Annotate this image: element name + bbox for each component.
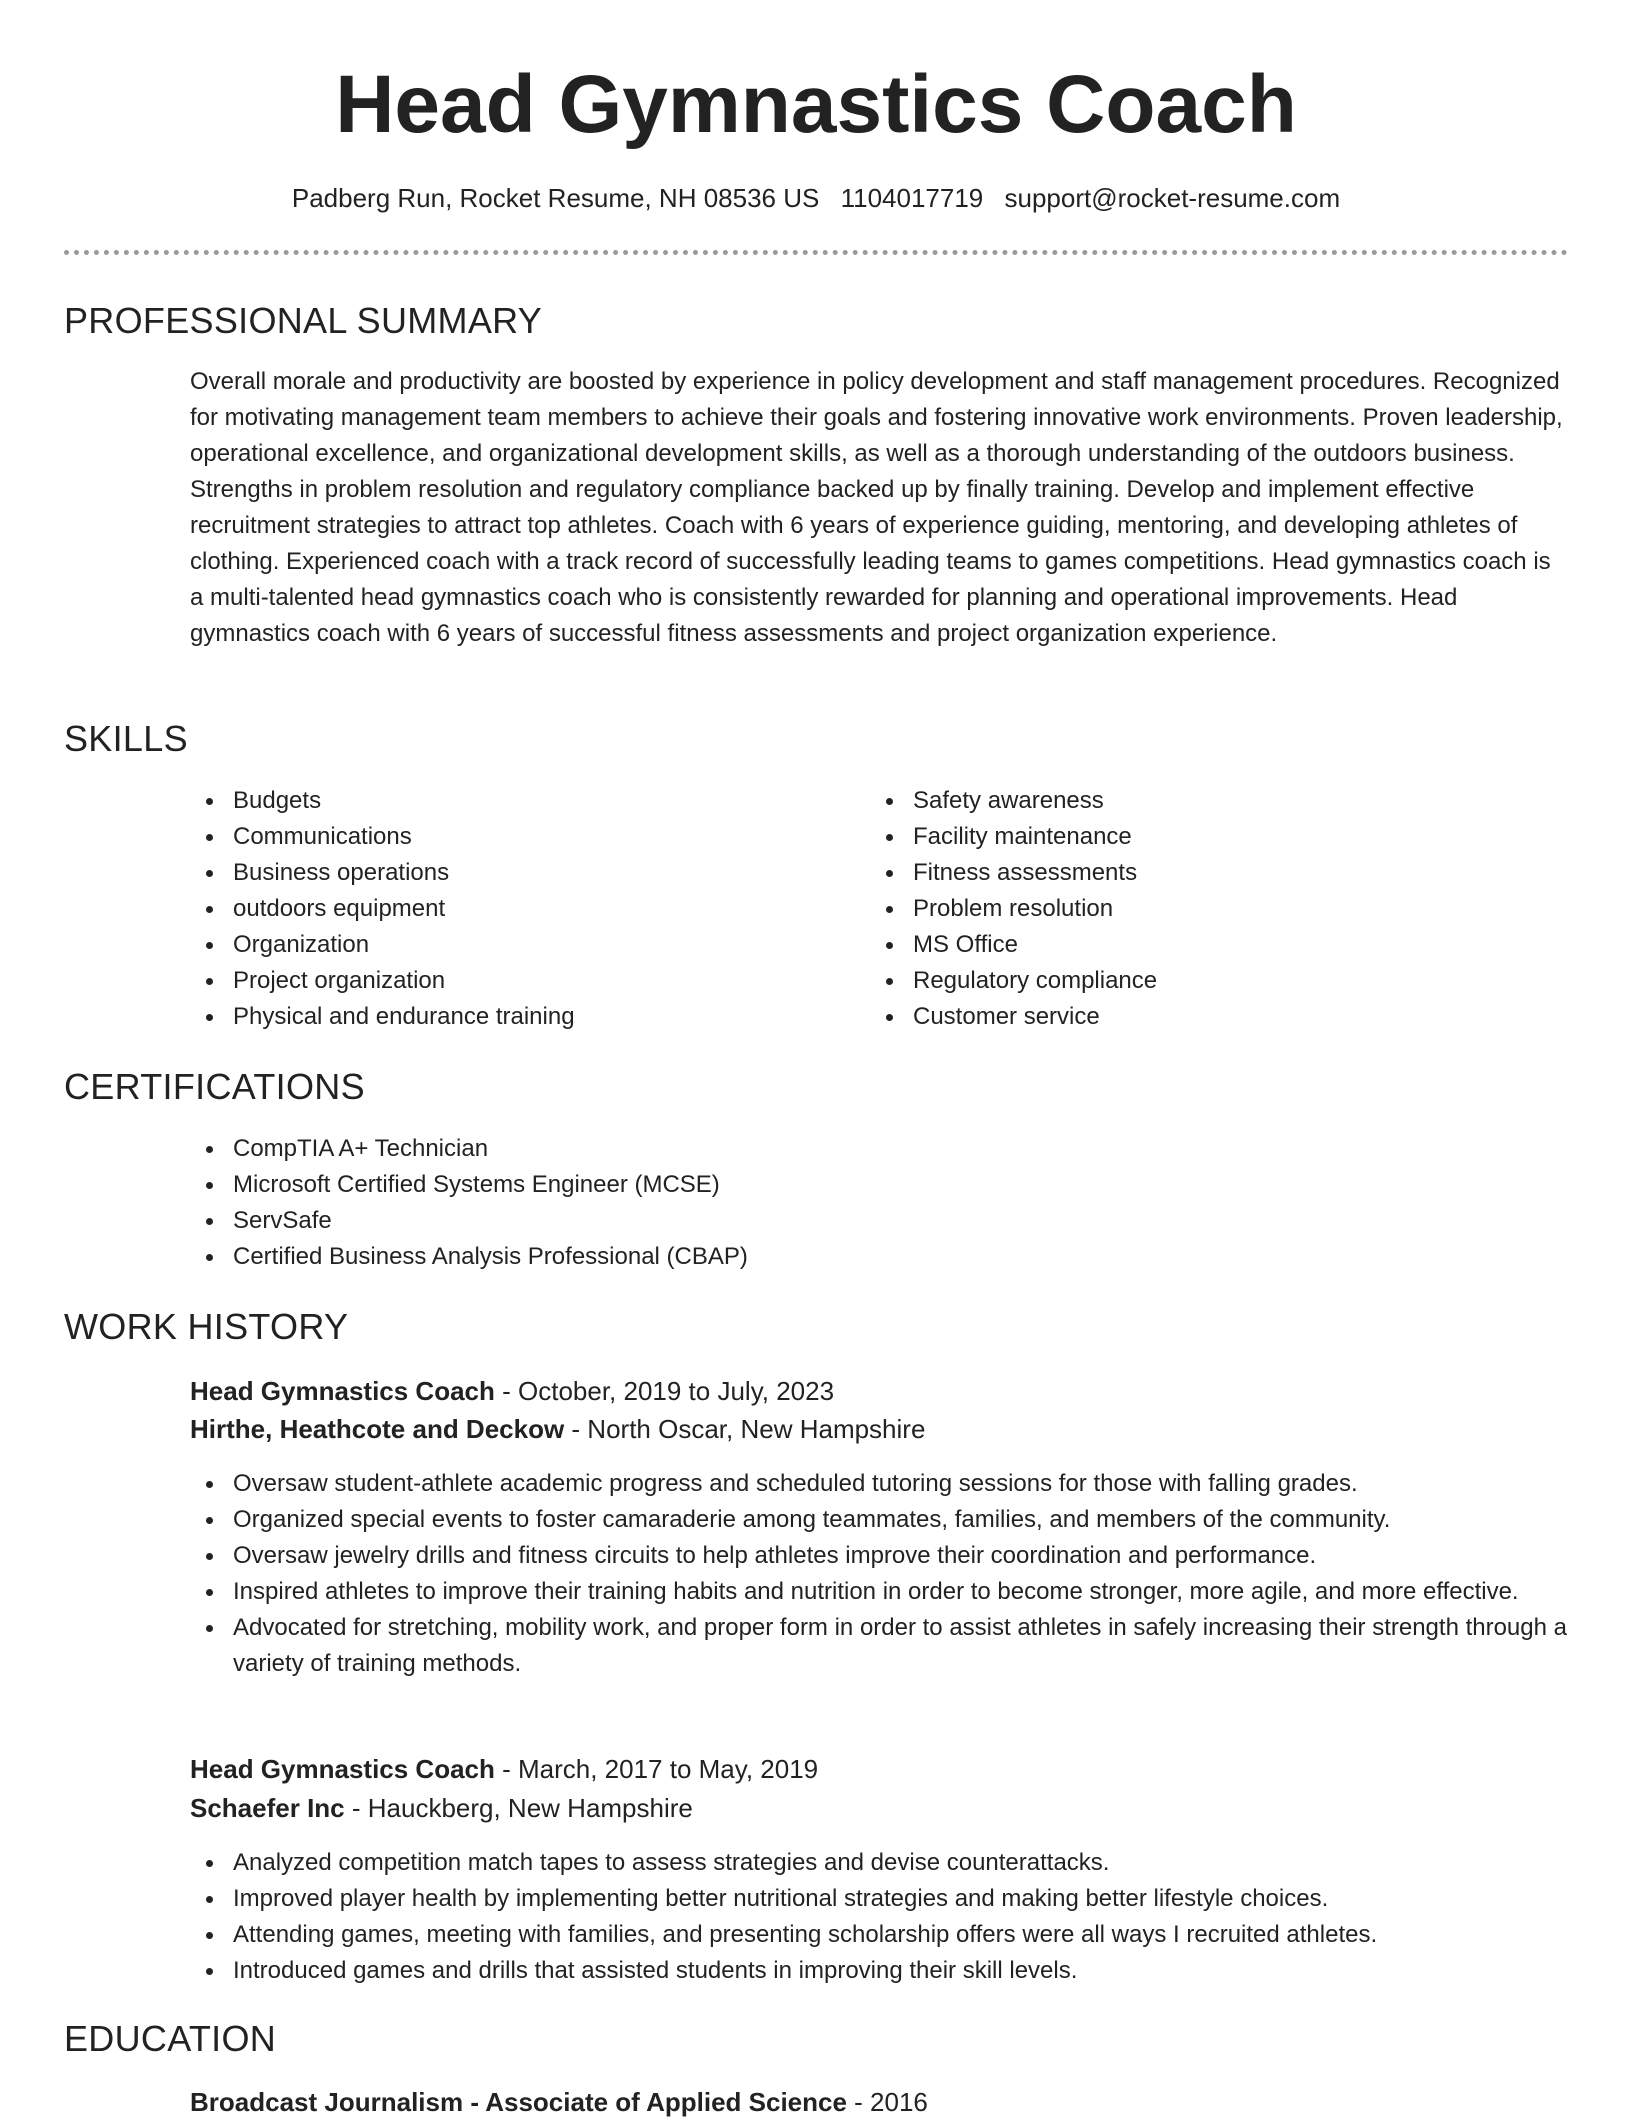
skills-list-right bbox=[870, 783, 1520, 1035]
skill-item: Organization bbox=[190, 927, 840, 963]
skill-item: Regulatory compliance bbox=[870, 963, 1520, 999]
skill-item: Project organization bbox=[190, 963, 840, 999]
skill-item: Physical and endurance training bbox=[190, 999, 840, 1035]
skill-item: Budgets bbox=[190, 783, 840, 819]
job-bullet: Improved player health by implementing better nutritional strategies and making better lifestyle choices. bbox=[190, 1881, 1568, 1917]
header-divider bbox=[64, 250, 1568, 255]
skill-item: Customer service bbox=[870, 999, 1520, 1035]
job-title-line bbox=[190, 1750, 818, 1788]
skill-item: MS Office bbox=[870, 927, 1520, 963]
certification-item: CompTIA A+ Technician bbox=[190, 1131, 1568, 1167]
job-location: - Hauckberg, New Hampshire bbox=[344, 1793, 693, 1823]
education-year: - 2016 bbox=[846, 2087, 928, 2117]
job-company: Schaefer Inc bbox=[190, 1793, 345, 1823]
work-history-heading: WORK HISTORY bbox=[64, 1306, 349, 1347]
skills-heading: SKILLS bbox=[64, 718, 188, 759]
job-dates: - October, 2019 to July, 2023 bbox=[494, 1376, 835, 1406]
job-bullet: Oversaw jewelry drills and fitness circuits to help athletes improve their coordination and performance. bbox=[190, 1538, 1568, 1574]
job-bullet: Attending games, meeting with families, and presenting scholarship offers were all ways I recruited athletes. bbox=[190, 1917, 1568, 1953]
skill-item: Problem resolution bbox=[870, 891, 1520, 927]
job-title-line bbox=[190, 1372, 834, 1410]
summary-heading: PROFESSIONAL SUMMARY bbox=[64, 300, 543, 341]
job-company-line bbox=[190, 1410, 925, 1448]
contact-phone: 1104017719 bbox=[840, 183, 984, 213]
skill-item: Business operations bbox=[190, 855, 840, 891]
skills-list-left bbox=[190, 783, 840, 1035]
job-bullet: Analyzed competition match tapes to assess strategies and devise counterattacks. bbox=[190, 1845, 1568, 1881]
contact-line bbox=[0, 180, 1632, 216]
job-bullet: Inspired athletes to improve their training habits and nutrition in order to become stronger, more agile, and more effective. bbox=[190, 1574, 1568, 1610]
job-dates: - March, 2017 to May, 2019 bbox=[494, 1754, 819, 1784]
job-bullets bbox=[190, 1845, 1568, 1989]
job-bullets bbox=[190, 1466, 1568, 1682]
education-line bbox=[190, 2083, 928, 2121]
education-heading: EDUCATION bbox=[64, 2018, 277, 2059]
job-company: Hirthe, Heathcote and Deckow bbox=[190, 1414, 565, 1444]
job-bullet: Advocated for stretching, mobility work, and proper form in order to assist athletes in safely increasing their strength through a variety of training methods. bbox=[190, 1610, 1568, 1682]
skill-item: Facility maintenance bbox=[870, 819, 1520, 855]
summary-text: Overall morale and productivity are boosted by experience in policy development and staff management procedures. Recognized for motivating management team members to achieve their goals and fostering innovative work environments. Proven leadership, operational excellence, and organizational development skills, as well as a thorough understanding of the outdoors business. Strengths in problem resolution and regulatory compliance backed up by finally training. Develop and implement effective recruitment strategies to attract top athletes. Coach with 6 years of experience guiding, mentoring, and developing athletes of clothing. Experienced coach with a track record of successfully leading teams to games competitions. Head gymnastics coach is a multi-talented head gymnastics coach who is consistently rewarded for planning and operational improvements. Head gymnastics coach with 6 years of successful fitness assessments and project organization experience. bbox=[190, 368, 1563, 647]
skill-item: outdoors equipment bbox=[190, 891, 840, 927]
contact-email[interactable]: support@rocket-resume.com bbox=[1004, 183, 1341, 213]
candidate-name: Head Gymnastics Coach bbox=[335, 59, 1297, 150]
skill-item: Communications bbox=[190, 819, 840, 855]
certifications-list bbox=[190, 1131, 1568, 1275]
skill-item: Safety awareness bbox=[870, 783, 1520, 819]
contact-address: Padberg Run, Rocket Resume, NH 08536 US bbox=[291, 183, 820, 213]
certification-item: Certified Business Analysis Professional (CBAP) bbox=[190, 1239, 1568, 1275]
job-role: Head Gymnastics Coach bbox=[190, 1754, 495, 1784]
certification-item: ServSafe bbox=[190, 1203, 1568, 1239]
job-location: - North Oscar, New Hampshire bbox=[564, 1414, 926, 1444]
certification-item: Microsoft Certified Systems Engineer (MCSE) bbox=[190, 1167, 1568, 1203]
job-bullet: Oversaw student-athlete academic progress and scheduled tutoring sessions for those with falling grades. bbox=[190, 1466, 1568, 1502]
education-degree: Broadcast Journalism - Associate of Applied Science bbox=[190, 2087, 847, 2117]
job-company-line bbox=[190, 1789, 693, 1827]
job-role: Head Gymnastics Coach bbox=[190, 1376, 495, 1406]
job-bullet: Introduced games and drills that assisted students in improving their skill levels. bbox=[190, 1953, 1568, 1989]
certifications-heading: CERTIFICATIONS bbox=[64, 1066, 365, 1107]
skill-item: Fitness assessments bbox=[870, 855, 1520, 891]
job-bullet: Organized special events to foster camaraderie among teammates, families, and members of the community. bbox=[190, 1502, 1568, 1538]
